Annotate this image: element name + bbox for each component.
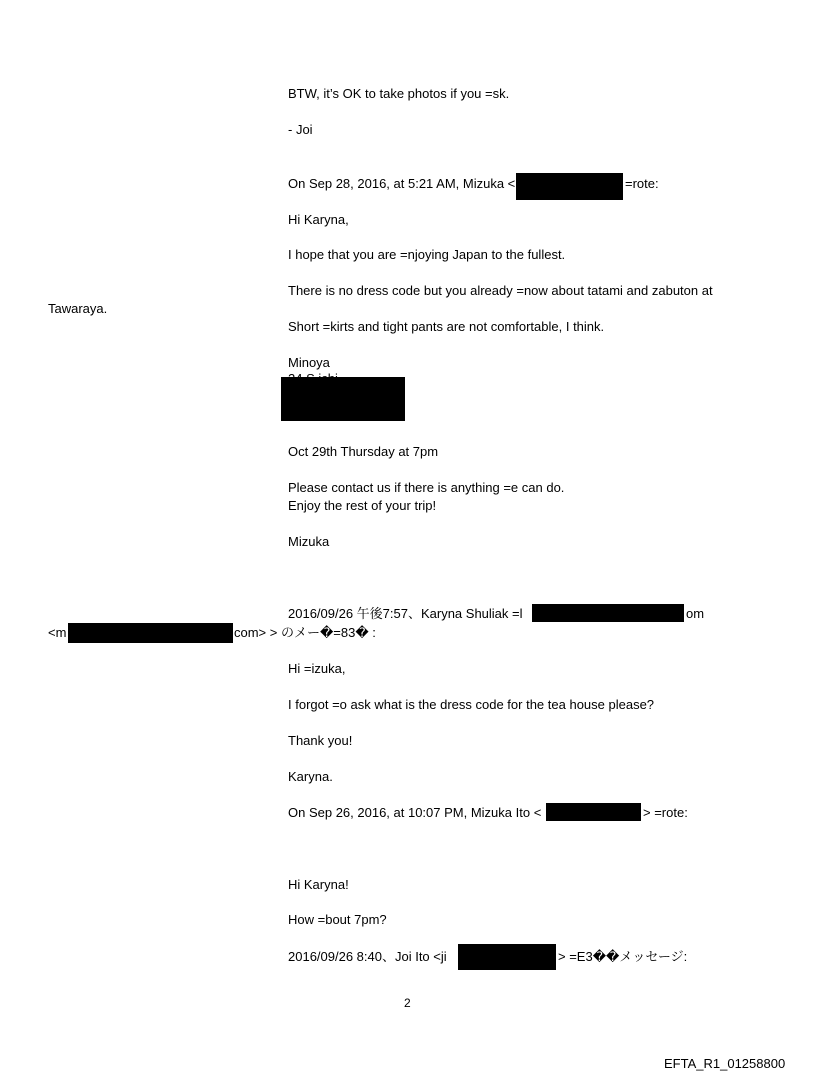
email-line-photos: BTW, it’s OK to take photos if you =sk. [288, 86, 510, 101]
greeting-karyna-2: Hi Karyna! [288, 877, 349, 892]
reply-header-karyna: 2016/09/26 午後7:57、Karyna Shuliak =l [288, 606, 523, 621]
email-line-7pm: How =bout 7pm? [288, 912, 387, 927]
email-line-contact: Please contact us if there is anything =e can do. [288, 480, 565, 495]
reply-header-karyna-tail: om [686, 606, 705, 621]
reply-header-ito: On Sep 26, 2016, at 10:07 PM, Mizuka Ito < [288, 805, 542, 820]
document-id: EFTA_R1_01258800 [664, 1056, 786, 1071]
email-line-thanks: Thank you! [288, 733, 353, 748]
reply-header-joi: 2016/09/26 8:40、Joi Ito <ji [288, 949, 447, 964]
page-number: 2 [404, 996, 411, 1010]
email-line-forgot: I forgot =o ask what is the dress code for the tea house please? [288, 697, 655, 712]
reply-header-ito-tail: > =rote: [643, 805, 688, 820]
reply-header-mizuka: On Sep 28, 2016, at 5:21 AM, Mizuka < [288, 176, 516, 191]
redaction-block [281, 377, 405, 421]
email-line-short-skirts: Short =kirts and tight pants are not comfortable, I think. [288, 319, 605, 334]
redaction-block [458, 944, 556, 970]
reply-header-joi-tail: > =E3��メッセージ: [558, 949, 688, 964]
email-line-enjoy-trip: Enjoy the rest of your trip! [288, 498, 437, 513]
redaction-block [546, 803, 641, 821]
venue-name: Minoya [288, 355, 330, 370]
email-line-dress-code: There is no dress code but you already =now about tatami and zabuton at [288, 283, 713, 298]
email-line-date: Oct 29th Thursday at 7pm [288, 444, 439, 459]
signature-joi: - Joi [288, 122, 313, 137]
email-line-dress-code-wrap: Tawaraya. [48, 301, 108, 316]
email-line-enjoy-japan: I hope that you are =njoying Japan to the fullest. [288, 247, 566, 262]
reply-header-mizuka-tail: =rote: [625, 176, 659, 191]
greeting-karyna: Hi Karyna, [288, 212, 349, 227]
reply-header-karyna-wrap-tail: com> > のメー�=83� : [234, 625, 376, 640]
greeting-izuka: Hi =izuka, [288, 661, 346, 676]
redaction-block [532, 604, 684, 622]
redaction-block [516, 173, 623, 200]
signature-karyna: Karyna. [288, 769, 333, 784]
redaction-block [68, 623, 233, 643]
reply-header-karyna-wrap: <m [48, 625, 67, 640]
signature-mizuka: Mizuka [288, 534, 330, 549]
